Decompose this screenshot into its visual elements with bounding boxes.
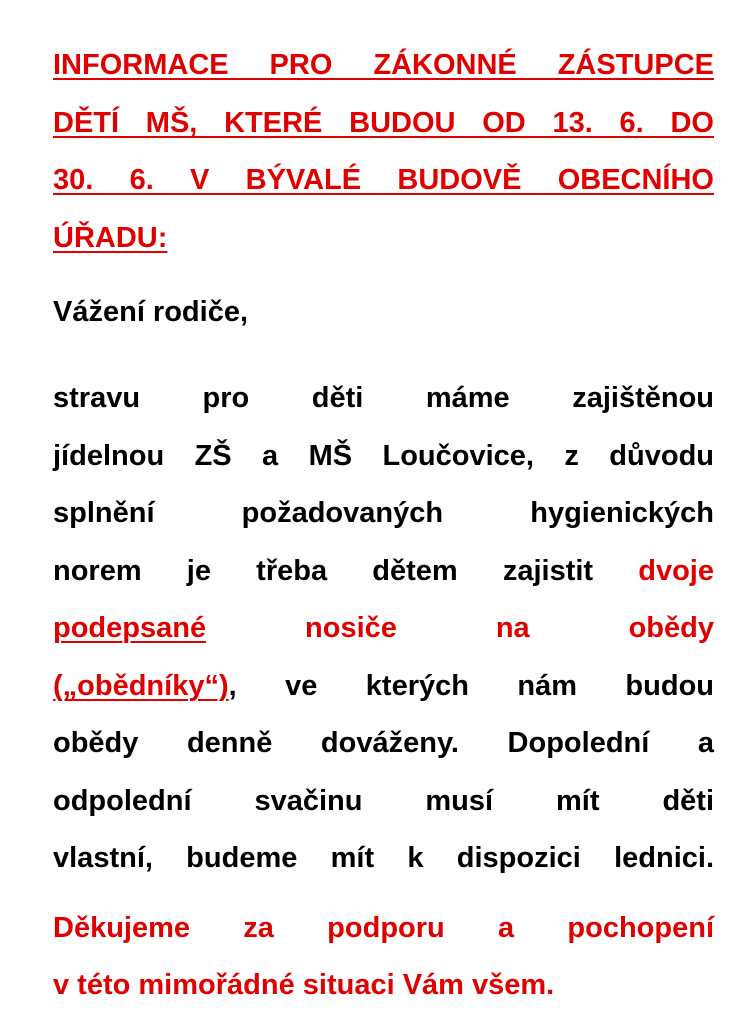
heading-line: DĚTÍ MŠ, KTERÉ BUDOU OD 13. 6. DO (53, 107, 714, 139)
highlight-text: nosiče na obědy (206, 612, 714, 644)
body-text: , ve kterých nám budou (228, 670, 714, 702)
body-line (53, 551, 714, 591)
body-text: norem je třeba dětem zajistit (53, 555, 639, 587)
closing-line: Děkujeme za podporu a pochopení (53, 912, 714, 944)
body-line: stravu pro děti máme zajištěnou (53, 382, 714, 414)
body-line: splnění požadovaných hygienických (53, 497, 714, 529)
heading-line: 30. 6. V BÝVALÉ BUDOVĚ OBECNÍHO (53, 164, 714, 196)
highlight-underlined-text: podepsané (53, 612, 207, 644)
body-line: jídelnou ZŠ a MŠ Loučovice, z důvodu (53, 440, 714, 472)
body-line (53, 666, 714, 706)
highlight-underlined-text: („obědníky“) (53, 670, 229, 702)
salutation: Vážení rodiče, (53, 296, 249, 328)
heading-line: ÚŘADU: (53, 222, 168, 254)
body-line: obědy denně dováženy. Dopolední a (53, 727, 714, 759)
closing-line: v této mimořádné situaci Vám všem. (53, 969, 555, 1001)
body-line: odpolední svačinu musí mít děti (53, 785, 714, 817)
heading-line: INFORMACE PRO ZÁKONNÉ ZÁSTUPCE (53, 49, 714, 81)
body-line (53, 608, 714, 648)
highlight-text: dvoje (638, 555, 714, 587)
body-line: vlastní, budeme mít k dispozici lednici. (53, 842, 714, 874)
